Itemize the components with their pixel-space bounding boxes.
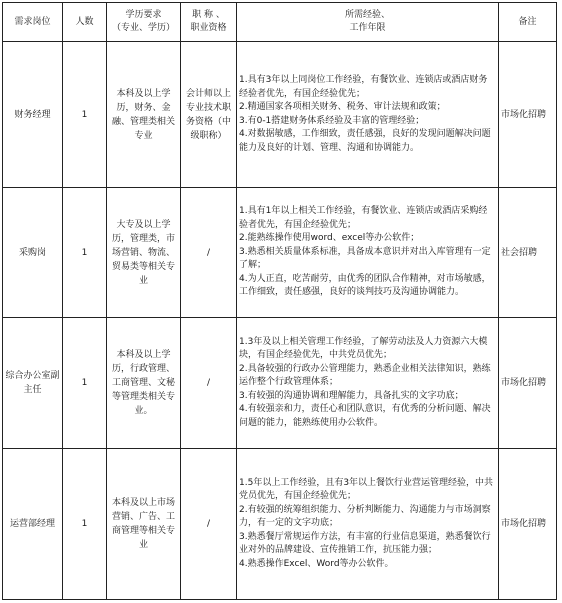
header-count: 人数 [63, 3, 107, 42]
table-row [3, 188, 557, 318]
cell-requirements [237, 318, 499, 449]
cell-position: 采购岗 [3, 188, 63, 318]
requirement-item: 4.有较强亲和力，责任心和团队意识，有优秀的分析问题、解决问题的能力，能熟练使用办公软件。 [239, 404, 491, 428]
cell-count: 1 [63, 318, 107, 449]
cell-education: 本科及以上学历，财务、金融、管理类相关专业 [107, 42, 181, 188]
table-row [3, 449, 557, 600]
header-experience [237, 3, 499, 42]
cell-title: / [181, 318, 237, 449]
cell-position: 运营部经理 [3, 449, 63, 600]
requirement-item: 2.具备较强的行政办公管理能力，熟悉企业相关法律知识，熟练运作整个行政管理体系； [239, 363, 491, 388]
cell-note: 社会招聘 [499, 188, 557, 318]
cell-title: 会计师以上专业技术职务资格（中级职称） [181, 42, 237, 188]
header-education-line1: 学历要求 [125, 10, 162, 20]
cell-note: 市场化招聘 [499, 449, 557, 600]
cell-education: 大专及以上学历，管理类，市场营销、物流、贸易类等相关专业 [107, 188, 181, 318]
cell-requirements [237, 449, 499, 600]
header-title-line2: 职业资格 [190, 23, 227, 33]
requirement-item: 3.熟悉餐厅常规运作方法，有丰富的行业信息渠道，熟悉餐饮行业对外的品牌建设、宣传推销工作，抗压能力强； [239, 531, 491, 556]
cell-title: / [181, 188, 237, 318]
requirement-item: 2.能熟练操作使用word、excel等办公软件； [239, 233, 420, 244]
header-education-line2: （专业、学历） [111, 23, 175, 33]
cell-education: 本科及以上学历，行政管理、工商管理、文秘等管理类相关专业。 [107, 318, 181, 449]
requirement-item: 4.对数据敏感，工作细致，责任感强，良好的发现问题解决问题能力及良好的计划、管理、沟通和协调能力。 [239, 129, 491, 153]
cell-position: 财务经理 [3, 42, 63, 188]
requirement-item: 2.精通国家各项相关财务、税务、审计法规和政策； [239, 102, 446, 112]
requirement-item: 3.有0-1搭建财务体系经验及丰富的管理经验； [239, 115, 425, 126]
requirement-item: 1.3年及以上相关管理工作经验，了解劳动法及人力资源六大模块，有国企经验优先，中共党员优先； [239, 336, 488, 361]
requirement-item: 4.为人正直，吃苦耐劳，由优秀的团队合作精神，对市场敏感，工作细致，责任感强，良好的谈判技巧及沟通协调能力。 [239, 273, 491, 298]
cell-position: 综合办公室副主任 [3, 318, 63, 449]
cell-education: 本科及以上市场营销、广告、工商管理等相关专业 [107, 449, 181, 600]
cell-count: 1 [63, 42, 107, 188]
requirement-item: 1.5年以上工作经验，且有3年以上餐饮行业营运管理经验，中共党员优先，有国企经验优先； [239, 477, 494, 502]
table-row [3, 318, 557, 449]
cell-count: 1 [63, 188, 107, 318]
requirement-item: 3.熟悉相关质量体系标准，具备成本意识并对出入库管理有一定了解； [239, 246, 491, 271]
cell-note: 市场化招聘 [499, 318, 557, 449]
header-position: 需求岗位 [3, 3, 63, 42]
cell-requirements [237, 188, 499, 318]
header-title-line1: 职 称 、 [192, 10, 225, 20]
table-row [3, 42, 557, 188]
requirement-item: 1.具有1年以上相关工作经验，有餐饮业、连锁店或酒店采购经验者优先，有国企经验优先； [239, 206, 488, 230]
requirement-item: 4.熟悉操作Excel、Word等办公软件。 [239, 558, 394, 569]
recruitment-table [2, 2, 557, 600]
table-header-row [3, 3, 557, 42]
header-experience-line2: 工作年限 [349, 23, 386, 33]
header-experience-line1: 所需经验、 [344, 10, 390, 20]
header-title [181, 3, 237, 42]
cell-requirements [237, 42, 499, 188]
document-page [2, 2, 557, 600]
requirement-item: 1.具有3年以上同岗位工作经验，有餐饮业、连锁店或酒店财务经验者优先，有国企经验优先； [239, 75, 488, 99]
cell-note: 市场化招聘 [499, 42, 557, 188]
cell-count: 1 [63, 449, 107, 600]
requirement-item: 2.有较强的统筹组织能力、分析判断能力、沟通能力与市场洞察力，有一定的文字功底； [239, 504, 491, 529]
header-note: 备注 [499, 3, 557, 42]
cell-title: / [181, 449, 237, 600]
header-education [107, 3, 181, 42]
requirement-item: 3.有较强的沟通协调和理解能力，具备扎实的文字功底； [239, 390, 464, 401]
